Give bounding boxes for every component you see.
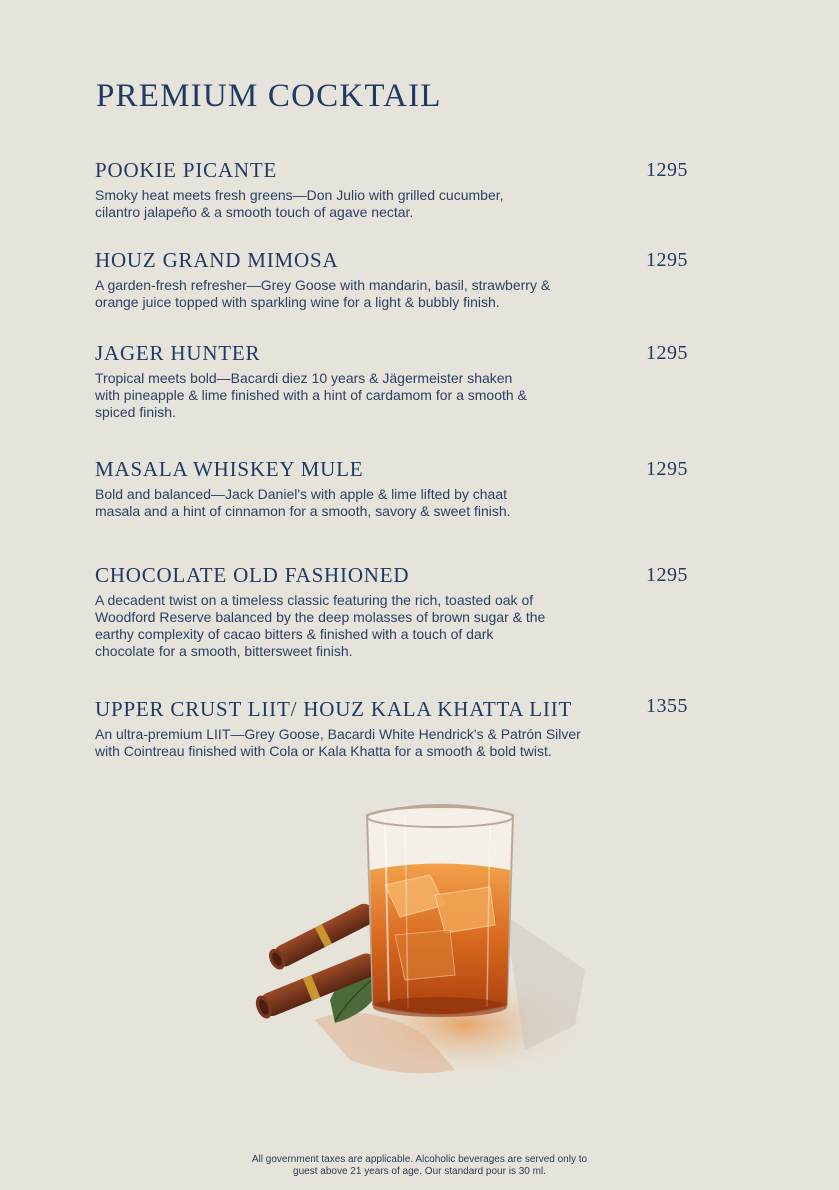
footer-line: guest above 21 years of age. Our standard pour is 30 ml. bbox=[293, 1166, 546, 1177]
menu-item-description: A garden-fresh refresher—Grey Goose with mandarin, basil, strawberry & orange juice topped with sparkling wine for a light & bubbly finish. bbox=[95, 277, 551, 310]
menu-item-description: An ultra-premium LIIT—Grey Goose, Bacardi White Hendrick's & Patrón Silver with Cointreau finished with Cola or Kala Khatta for a smooth & bold twist. bbox=[95, 726, 581, 759]
menu-item-price: 1295 bbox=[646, 342, 688, 364]
menu-item-name: UPPER CRUST LIIT/ HOUZ KALA KHATTA LIIT bbox=[95, 697, 573, 721]
footer-line: All government taxes are applicable. Alcoholic beverages are served only to bbox=[251, 1154, 588, 1165]
menu-item-price: 1295 bbox=[646, 249, 688, 271]
page-title: PREMIUM COCKTAIL bbox=[96, 78, 442, 114]
footer-disclaimer bbox=[0, 1154, 839, 1178]
menu-item-description: Smoky heat meets fresh greens—Don Julio with grilled cucumber, cilantro jalapeño & a smooth touch of agave nectar. bbox=[95, 187, 504, 220]
menu-item bbox=[95, 340, 695, 421]
menu-item bbox=[95, 157, 695, 221]
menu-item-name: JAGER HUNTER bbox=[95, 341, 261, 365]
menu-item-price: 1295 bbox=[646, 564, 688, 586]
menu-item-description: Bold and balanced—Jack Daniel's with apple & lime lifted by chaat masala and a hint of cinnamon for a smooth, savory & sweet finish. bbox=[95, 486, 511, 519]
menu-item-price: 1355 bbox=[646, 695, 688, 717]
menu-item-name: HOUZ GRAND MIMOSA bbox=[95, 248, 339, 272]
menu-item-price: 1295 bbox=[646, 159, 688, 181]
menu-item bbox=[95, 247, 695, 311]
whiskey-glass-with-cigars-illustration bbox=[255, 795, 595, 1085]
menu-item bbox=[95, 562, 695, 660]
menu-item-name: CHOCOLATE OLD FASHIONED bbox=[95, 563, 410, 587]
menu-item-description: Tropical meets bold—Bacardi diez 10 years & Jägermeister shaken with pineapple & lime finished with a hint of cardamom for a smooth & spiced finish. bbox=[95, 370, 527, 420]
menu-item bbox=[95, 696, 695, 760]
menu-item-description: A decadent twist on a timeless classic featuring the rich, toasted oak of Woodford Reserve balanced by the deep molasses of brown sugar & the earthy complexity of cacao bitters & finished with a touch of dark chocolate for a smooth, bittersweet finish. bbox=[95, 592, 546, 659]
menu-item bbox=[95, 456, 695, 520]
menu-item-price: 1295 bbox=[646, 458, 688, 480]
menu-item-name: MASALA WHISKEY MULE bbox=[95, 457, 364, 481]
menu-item-name: POOKIE PICANTE bbox=[95, 158, 278, 182]
